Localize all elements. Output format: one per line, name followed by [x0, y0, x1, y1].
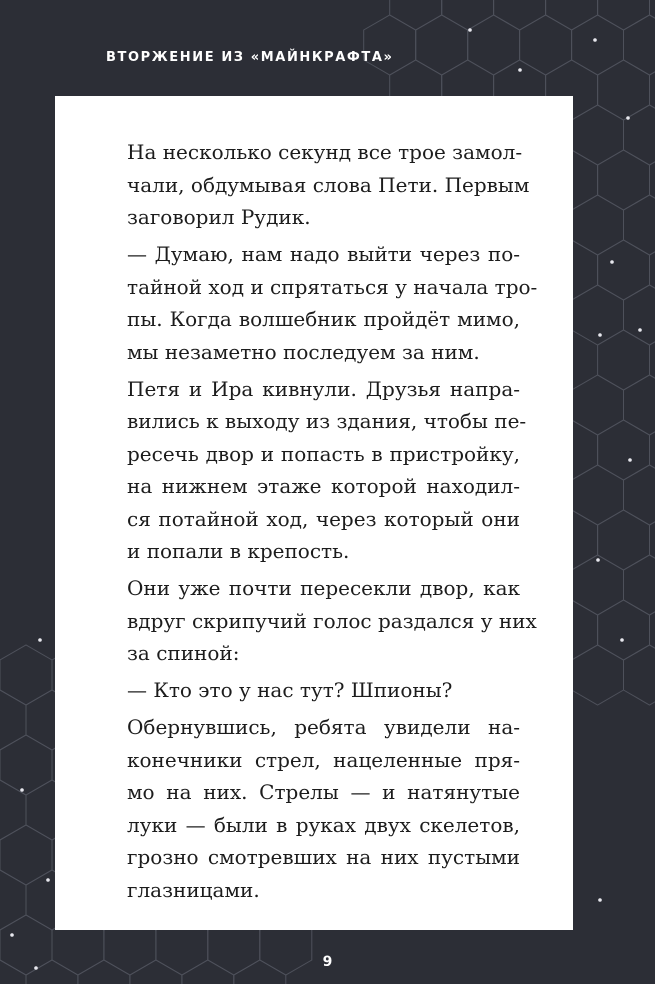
- hexagon-shape: [598, 60, 650, 120]
- text-line: на нижнем этаже которой находил-: [127, 474, 520, 498]
- hexagon-shape: [598, 420, 650, 480]
- text-line: грозно смотревших на них пустыми: [127, 845, 520, 869]
- hexagon-shape: [572, 285, 624, 345]
- hexagon-shape: [650, 60, 655, 120]
- hexagon-shape: [0, 690, 26, 750]
- paragraph: [127, 572, 537, 670]
- hexagon-shape: [650, 150, 655, 210]
- sparkle-dot: [598, 898, 602, 902]
- sparkle-dot: [628, 458, 632, 462]
- hexagon-shape: [624, 15, 655, 75]
- paragraph: [127, 238, 538, 368]
- hexagon-shape: [598, 510, 650, 570]
- paragraph: [127, 136, 530, 234]
- hexagon-shape: [624, 105, 655, 165]
- hexagon-shape: [650, 0, 655, 30]
- hexagon-shape: [572, 555, 624, 615]
- text-line: чали, обдумывая слова Пети. Первым: [127, 172, 530, 197]
- hexagon-shape: [624, 375, 655, 435]
- sparkle-dot: [10, 933, 14, 937]
- hexagon-shape: [598, 0, 650, 30]
- hexagon-shape: [0, 870, 26, 930]
- text-line: ресечь двор и попасть в пристройку,: [127, 441, 520, 466]
- hexagon-shape: [572, 375, 624, 435]
- text-line: за спиной:: [127, 641, 240, 665]
- sparkle-dot: [638, 328, 642, 332]
- running-head: ВТОРЖЕНИЕ ИЗ «МАЙНКРАФТА»: [106, 50, 394, 65]
- hexagon-shape: [442, 0, 494, 30]
- hexagon-shape: [572, 105, 624, 165]
- text-line: пы. Когда волшебник пройдёт мимо,: [127, 307, 520, 331]
- sparkle-dot: [468, 28, 472, 32]
- hexagon-shape: [572, 465, 624, 525]
- text-line: вились к выходу из здания, чтобы пе-: [127, 409, 527, 433]
- text-line: глазницами.: [127, 877, 260, 902]
- hexagon-shape: [624, 195, 655, 255]
- body-text: [127, 136, 538, 911]
- text-line: Петя и Ира кивнули. Друзья напра-: [127, 376, 520, 401]
- sparkle-dot: [38, 638, 42, 642]
- hexagon-shape: [624, 645, 655, 705]
- sparkle-dot: [610, 260, 614, 264]
- text-line: Обернувшись, ребята увидели на-: [127, 715, 520, 739]
- text-line: тайной ход и спрятаться у начала тро-: [127, 274, 538, 299]
- hexagon-shape: [650, 420, 655, 480]
- hexagon-shape: [468, 15, 520, 75]
- book-page: [55, 96, 573, 930]
- page-number: 9: [322, 954, 333, 970]
- paragraph: [127, 711, 520, 906]
- hexagon-shape: [598, 240, 650, 300]
- hexagon-shape: [0, 735, 52, 795]
- paragraph: [127, 373, 527, 568]
- sparkle-dot: [593, 38, 597, 42]
- hexagon-shape: [572, 645, 624, 705]
- text-line: вдруг скрипучий голос раздался у них: [127, 608, 537, 633]
- text-line: — Думаю, нам надо выйти через по-: [127, 242, 520, 266]
- sparkle-dot: [518, 68, 522, 72]
- hexagon-shape: [650, 330, 655, 390]
- text-line: мы незаметно последуем за ним.: [127, 339, 480, 364]
- sparkle-dot: [46, 878, 50, 882]
- paragraph: [127, 674, 520, 707]
- hexagon-shape: [520, 15, 572, 75]
- hexagon-shape: [546, 0, 598, 30]
- hexagon-shape: [650, 240, 655, 300]
- hexagon-shape: [624, 465, 655, 525]
- text-line: ся потайной ход, через который они: [127, 506, 520, 531]
- hexagon-shape: [598, 330, 650, 390]
- hexagon-shape: [624, 285, 655, 345]
- sparkle-dot: [626, 116, 630, 120]
- text-line: мо на них. Стрелы — и натянутые: [127, 780, 520, 804]
- hexagon-shape: [598, 150, 650, 210]
- hexagon-shape: [598, 600, 650, 660]
- hexagon-shape: [650, 510, 655, 570]
- hexagon-shape: [0, 780, 26, 840]
- hexagon-shape: [624, 555, 655, 615]
- text-line: Они уже почти пересекли двор, как: [127, 576, 520, 600]
- hexagon-shape: [572, 195, 624, 255]
- text-line: заговорил Рудик.: [127, 205, 311, 229]
- text-line: На несколько секунд все трое замол-: [127, 140, 523, 164]
- hexagon-shape: [364, 15, 416, 75]
- hexagon-shape: [0, 825, 52, 885]
- text-line: конечники стрел, нацеленные пря-: [127, 747, 520, 772]
- sparkle-dot: [620, 638, 624, 642]
- hexagon-shape: [416, 15, 468, 75]
- hexagon-shape: [572, 15, 624, 75]
- sparkle-dot: [598, 333, 602, 337]
- sparkle-dot: [596, 558, 600, 562]
- hexagon-shape: [494, 0, 546, 30]
- text-line: луки — были в руках двух скелетов,: [127, 812, 520, 837]
- hexagon-shape: [0, 645, 52, 705]
- sparkle-dot: [20, 788, 24, 792]
- hexagon-shape: [390, 0, 442, 30]
- hexagon-shape: [650, 600, 655, 660]
- text-line: и попали в крепость.: [127, 539, 350, 563]
- text-line: — Кто это у нас тут? Шпионы?: [127, 678, 453, 702]
